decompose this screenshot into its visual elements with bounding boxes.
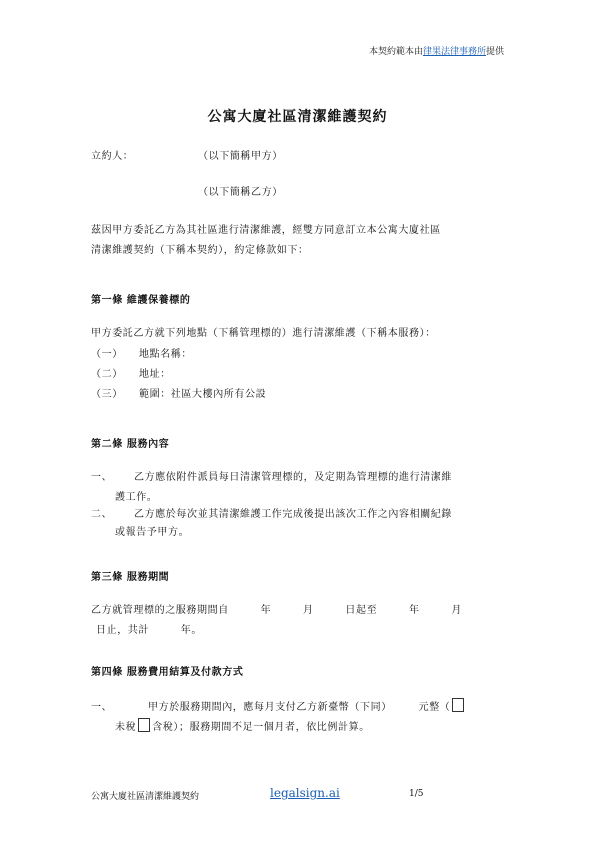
article-1-item-text: 範圍：社區大樓內所有公設	[139, 389, 267, 400]
article-4-line-1-text: 甲方於服務期間內，應每月支付乙方新臺幣（下同） 元整（	[148, 702, 451, 713]
article-3-heading: 第三條 服務期間	[91, 572, 170, 583]
footer-legalsign-link[interactable]: legalsign.ai	[270, 786, 340, 800]
article-1-item-text: 地址：	[139, 369, 171, 380]
article-4-line-2-text: 含稅）；服務期間不足一個月者，依比例計算。	[152, 722, 370, 733]
article-4-line-1	[148, 698, 466, 713]
article-1-text: 甲方委託乙方就下列地點（下稱管理標的）進行清潔維護（下稱本服務）：	[91, 328, 436, 339]
article-1-item-text: 地點名稱：	[139, 349, 192, 360]
header-post: 提供	[485, 47, 504, 57]
footer-document-name: 公寓大廈社區清潔維護契約	[91, 792, 200, 802]
untaxed-label: 未稅	[115, 722, 137, 733]
header-pre: 本契約範本由	[368, 47, 423, 57]
footer-page-number: 1/5	[409, 789, 424, 799]
article-2-heading: 第二條 服務內容	[91, 439, 170, 450]
article-1-heading: 第一條 維護保養標的	[91, 295, 191, 306]
article-4-heading: 第四條 服務費用結算及付款方式	[91, 667, 244, 678]
article-4-line-2	[115, 718, 370, 733]
party-b-label: （以下簡稱乙方）	[198, 187, 283, 198]
party-a-label: （以下簡稱甲方）	[198, 151, 283, 162]
intro-line-1: 茲因甲方委託乙方為其社區進行清潔維護，經雙方同意訂立本公寓大廈社區	[91, 225, 441, 236]
article-2-item-num: 一、	[91, 472, 113, 483]
article-2-item-line: 或報告予甲方。	[115, 527, 190, 538]
intro-line-2: 清潔維護契約（下稱本契約），約定條款如下：	[91, 245, 309, 256]
article-2-item-line: 護工作。	[115, 492, 158, 503]
page-header	[369, 44, 504, 57]
article-3-line-2: 日止，共計 年。	[96, 625, 202, 636]
article-1-item-num: （一）	[91, 349, 123, 360]
article-1-item-num: （二）	[91, 369, 123, 380]
document-title: 公寓大廈社區清潔維護契約	[207, 109, 388, 125]
untaxed-checkbox[interactable]	[452, 698, 464, 712]
article-4-item-num: 一、	[91, 702, 113, 713]
parties-label: 立約人：	[91, 151, 134, 162]
article-2-item-num: 二、	[91, 509, 113, 520]
article-2-item-line: 乙方應於每次並其清潔維護工作完成後提出該次工作之內容相關紀錄	[134, 509, 452, 520]
taxed-checkbox[interactable]	[138, 718, 150, 732]
header-firm-link[interactable]: 律果法律事務所	[422, 47, 486, 57]
article-3-line-1: 乙方就管理標的之服務期間自 年 月 日起至 年 月	[91, 605, 462, 616]
article-2-item-line: 乙方應依附件派員每日清潔管理標的，及定期為管理標的進行清潔維	[134, 472, 452, 483]
article-1-item-num: （三）	[91, 389, 123, 400]
